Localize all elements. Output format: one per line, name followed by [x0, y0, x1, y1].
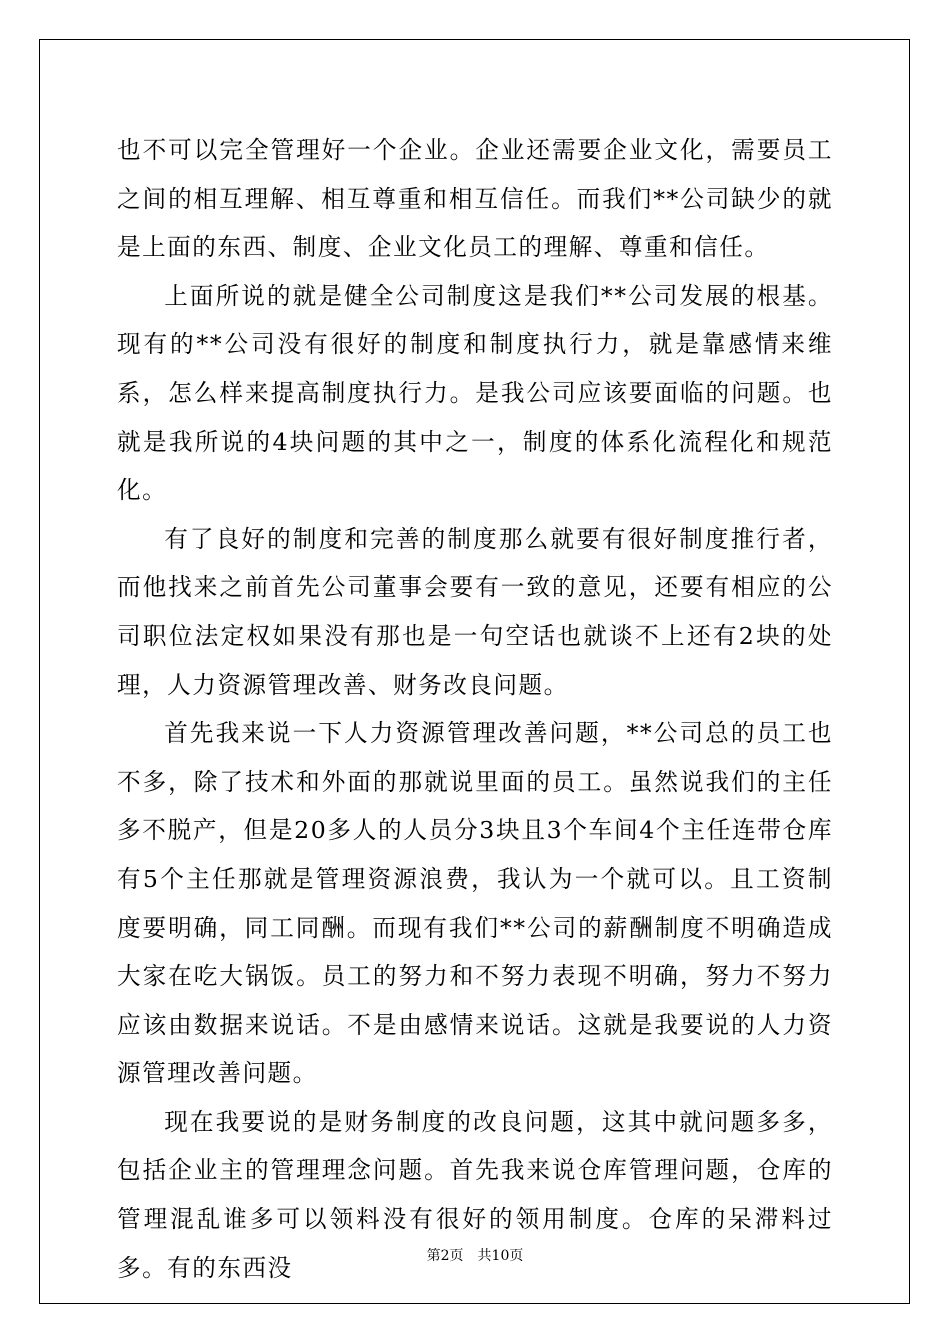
- page-footer: [0, 1246, 950, 1266]
- page-total: 共10页: [477, 1248, 524, 1264]
- paragraph-1: 也不可以完全管理好一个企业。企业还需要企业文化，需要员工之间的相互理解、相互尊重和相互信任。而我们**公司缺少的就是上面的东西、制度、企业文化员工的理解、尊重和信任。: [117, 136, 833, 262]
- paragraph-3: 有了良好的制度和完善的制度那么就要有很好制度推行者，而他找来之前首先公司董事会要有一致的意见，还要有相应的公司职位法定权如果没有那也是一句空话也就谈不上还有2块的处理，人力资源管理改善、财务改良问题。: [117, 524, 833, 699]
- paragraph-5: 现在我要说的是财务制度的改良问题，这其中就问题多多，包括企业主的管理理念问题。首先我来说仓库管理问题，仓库的管理混乱谁多可以领料没有很好的领用制度。仓库的呆滞料过多。有的东西没: [117, 1107, 833, 1282]
- paragraph-4: 首先我来说一下人力资源管理改善问题，**公司总的员工也不多，除了技术和外面的那就说里面的员工。虽然说我们的主任多不脱产，但是20多人的人员分3块且3个车间4个主任连带仓库有5个主任那就是管理资源浪费，我认为一个就可以。且工资制度要明确，同工同酬。而现有我们**公司的薪酬制度不明确造成大家在吃大锅饭。员工的努力和不努力表现不明确，努力不努力应该由数据来说话。不是由感情来说话。这就是我要说的人力资源管理改善问题。: [117, 719, 833, 1088]
- page-number: 第2页: [426, 1248, 464, 1264]
- paragraph-2: 上面所说的就是健全公司制度这是我们**公司发展的根基。现有的**公司没有很好的制度和制度执行力，就是靠感情来维系，怎么样来提高制度执行力。是我公司应该要面临的问题。也就是我所说的4块问题的其中之一，制度的体系化流程化和规范化。: [117, 281, 833, 505]
- document-body: [117, 126, 833, 1292]
